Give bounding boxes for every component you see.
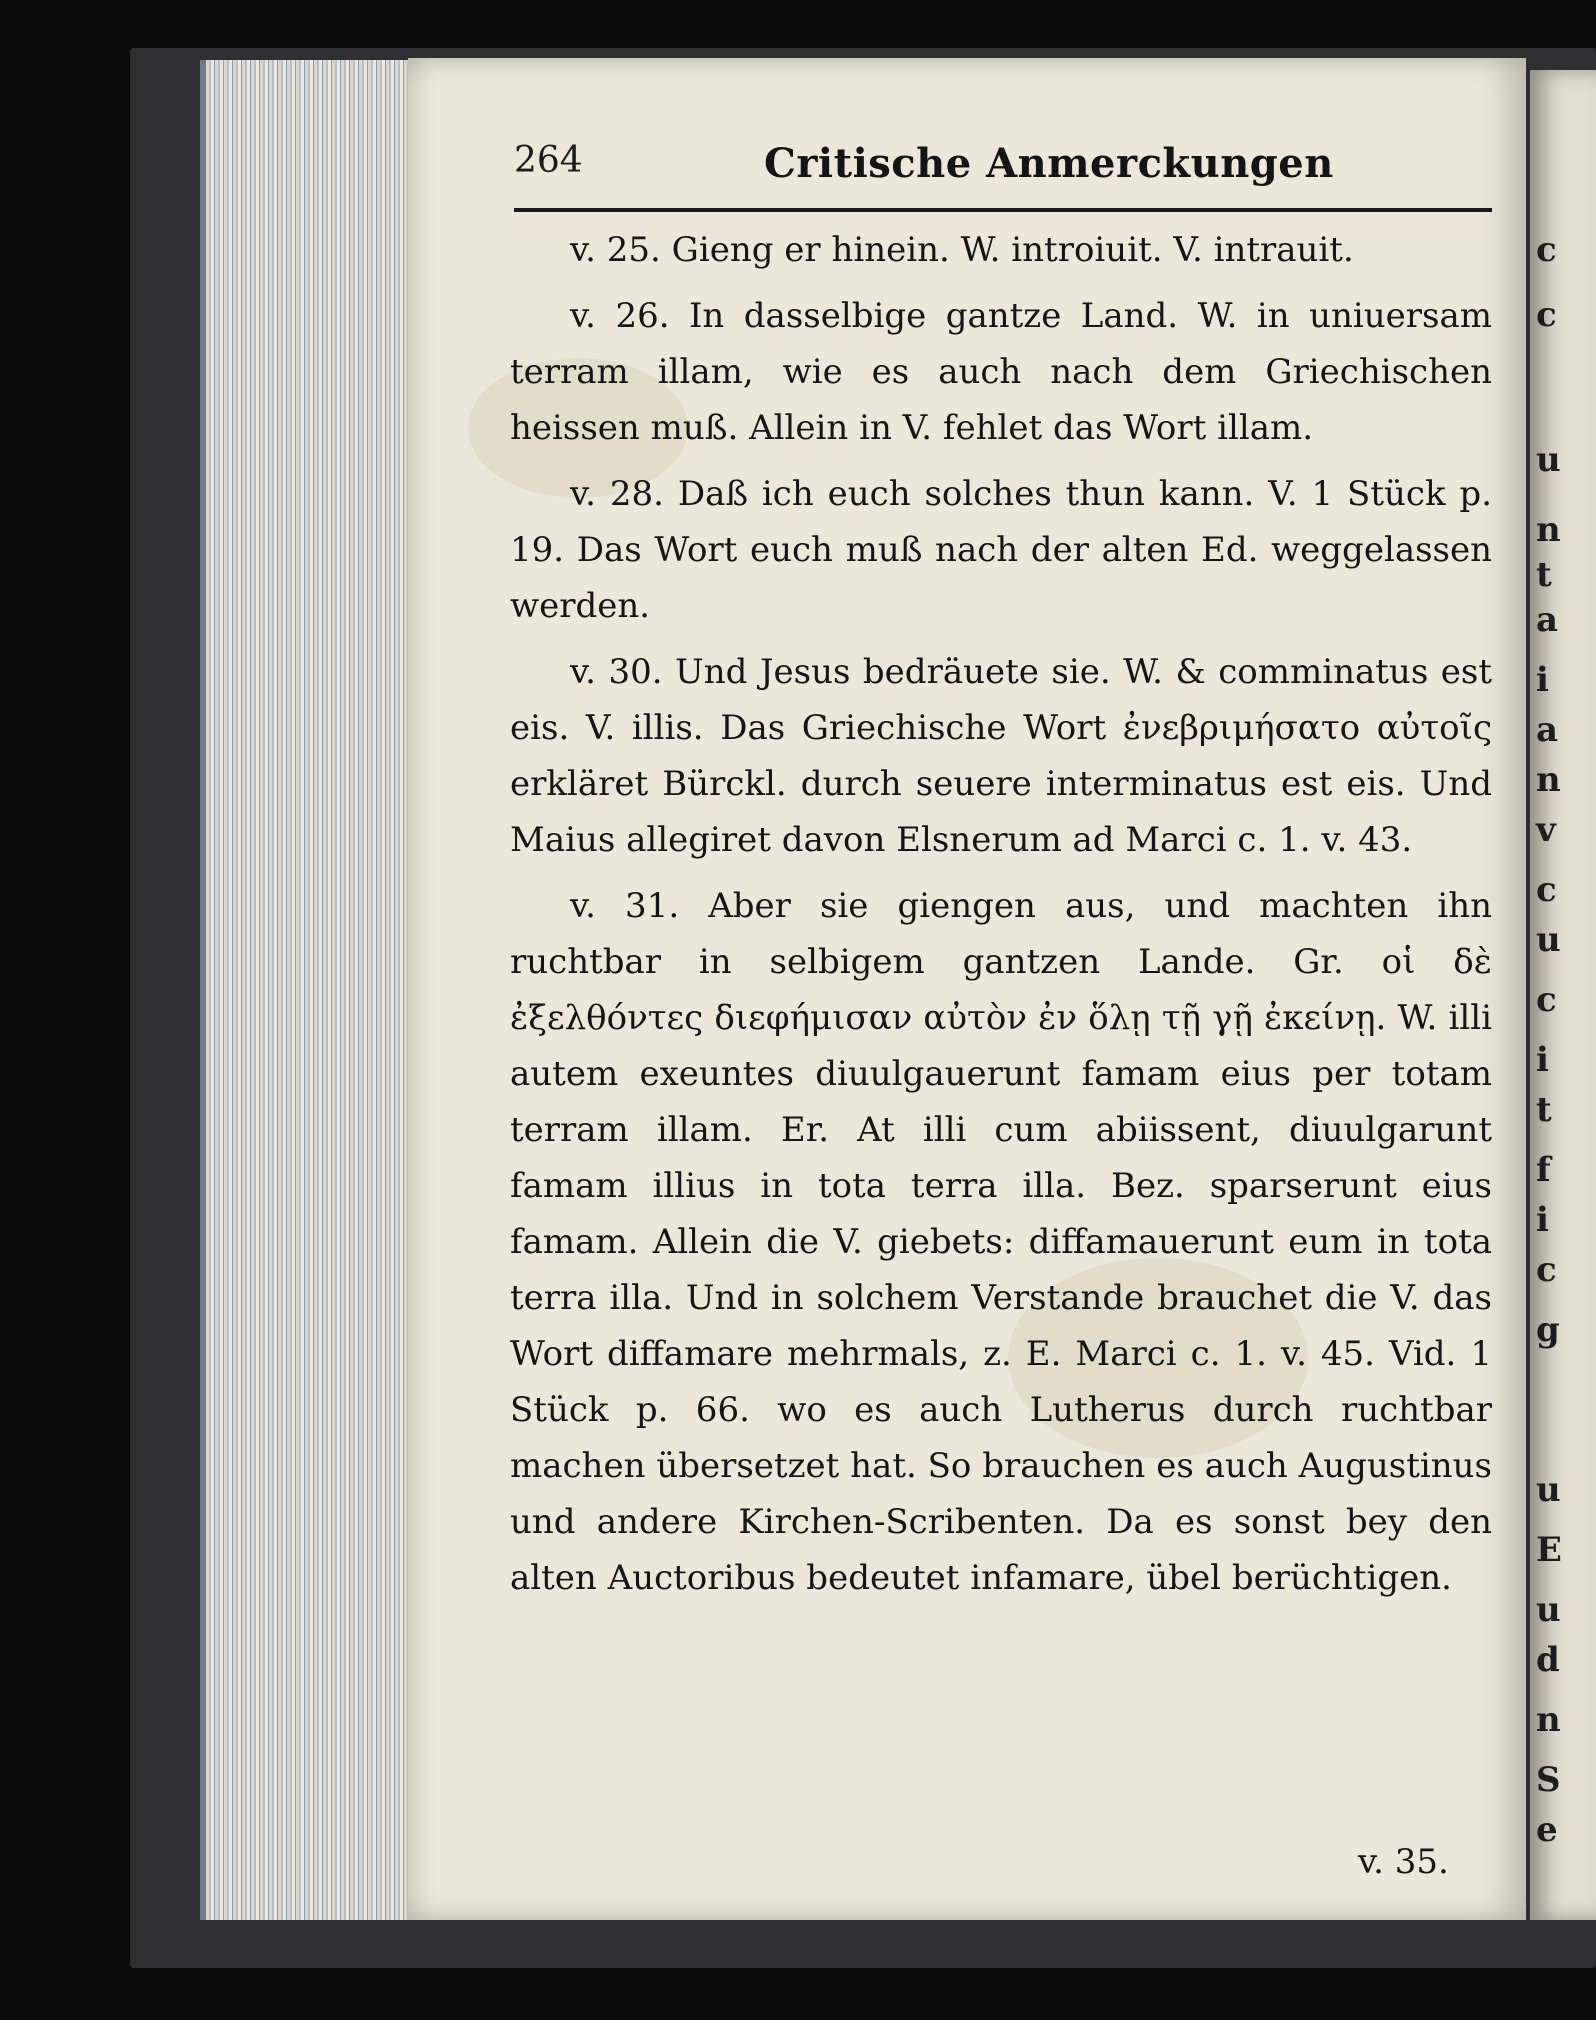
- facing-page-fragment: t: [1536, 1090, 1552, 1130]
- running-title: Critische Anmerckungen: [764, 140, 1334, 187]
- facing-page-fragment: v: [1536, 810, 1556, 850]
- facing-page-fragment: c: [1536, 230, 1557, 270]
- catchword: v. 35.: [1358, 1842, 1449, 1882]
- paragraph-v25: v. 25. Gieng er hinein. W. introiuit. V. intrauit.: [570, 230, 1354, 270]
- facing-page-fragment: t: [1536, 555, 1552, 595]
- facing-page-fragment: c: [1536, 295, 1557, 335]
- facing-page-fragment: a: [1536, 710, 1559, 750]
- header-rule: [514, 208, 1492, 212]
- paragraph-v26: v. 26. In dasselbige gantze Land. W. in uniuersam terram illam, wie es auch nach dem Griechischen heissen muß. Allein in V. fehlet das Wort illam.: [510, 296, 1492, 448]
- facing-page-fragment: i: [1536, 1200, 1549, 1240]
- facing-page-fragment: u: [1536, 920, 1561, 960]
- facing-page-fragment: c: [1536, 870, 1557, 910]
- facing-page-fragment: f: [1536, 1150, 1551, 1190]
- facing-page-fragment: n: [1536, 510, 1561, 550]
- facing-page-fragment: u: [1536, 440, 1561, 480]
- facing-page-fragment: c: [1536, 1250, 1557, 1290]
- facing-page-fragment: E: [1536, 1530, 1562, 1570]
- facing-page-fragment: i: [1536, 1040, 1549, 1080]
- facing-page-fragment: a: [1536, 600, 1559, 640]
- facing-page-fragment: g: [1536, 1310, 1560, 1350]
- paragraph-v31: v. 31. Aber sie giengen aus, und machten ihn ruchtbar in selbigem gantzen Lande. Gr. οἱ δὲ ἐξελθόντες διεφήμισαν αὐτὸν ἐν ὅλῃ τῇ γῇ ἐκείνῃ. W. illi autem exeuntes diuulgauerunt famam eius per totam terram illam. Er. At illi cum abiissent, diuulgarunt famam illius in tota terra illa. Bez. sparserunt eius famam. Allein die V. giebets: diffamauerunt eum in tota terra illa. Und in solchem Verstande brauchet die V. das Wort diffamare mehrmals, z. E. Marci c. 1. v. 45. Vid. 1 Stück p. 66. wo es auch Lutherus durch ruchtbar machen übersetzet hat. So brauchen es auch Augustinus und andere Kirchen-Scribenten. Da es sonst bey den alten Auctoribus bedeutet infamare, übel berüchtigen.: [510, 886, 1492, 1598]
- facing-page-edge: [1530, 70, 1596, 1920]
- page-number: 264: [514, 140, 583, 181]
- facing-page-fragment: u: [1536, 1590, 1561, 1630]
- facing-page-fragment: S: [1536, 1760, 1561, 1800]
- facing-page-fragment: n: [1536, 1700, 1561, 1740]
- running-head: [514, 140, 1492, 202]
- page-edges: [200, 60, 416, 1920]
- facing-page-fragment: e: [1536, 1810, 1558, 1850]
- facing-page-fragment: i: [1536, 660, 1549, 700]
- facing-page-fragment: c: [1536, 980, 1557, 1020]
- paragraph-v28: v. 28. Daß ich euch solches thun kann. V. 1 Stück p. 19. Das Wort euch muß nach der alten Ed. weggelassen werden.: [510, 474, 1492, 626]
- facing-page-fragment: u: [1536, 1470, 1561, 1510]
- facing-page-fragment: n: [1536, 760, 1561, 800]
- facing-page-fragment: d: [1536, 1640, 1560, 1680]
- body-text: [510, 222, 1492, 1620]
- paragraph-v30: v. 30. Und Jesus bedräuete sie. W. & comminatus est eis. V. illis. Das Griechische Wort ἐνεβριμήσατο αὐτοῖς erkläret Bürckl. durch seuere interminatus est eis. Und Maius allegiret davon Elsnerum ad Marci c. 1. v. 43.: [510, 652, 1492, 860]
